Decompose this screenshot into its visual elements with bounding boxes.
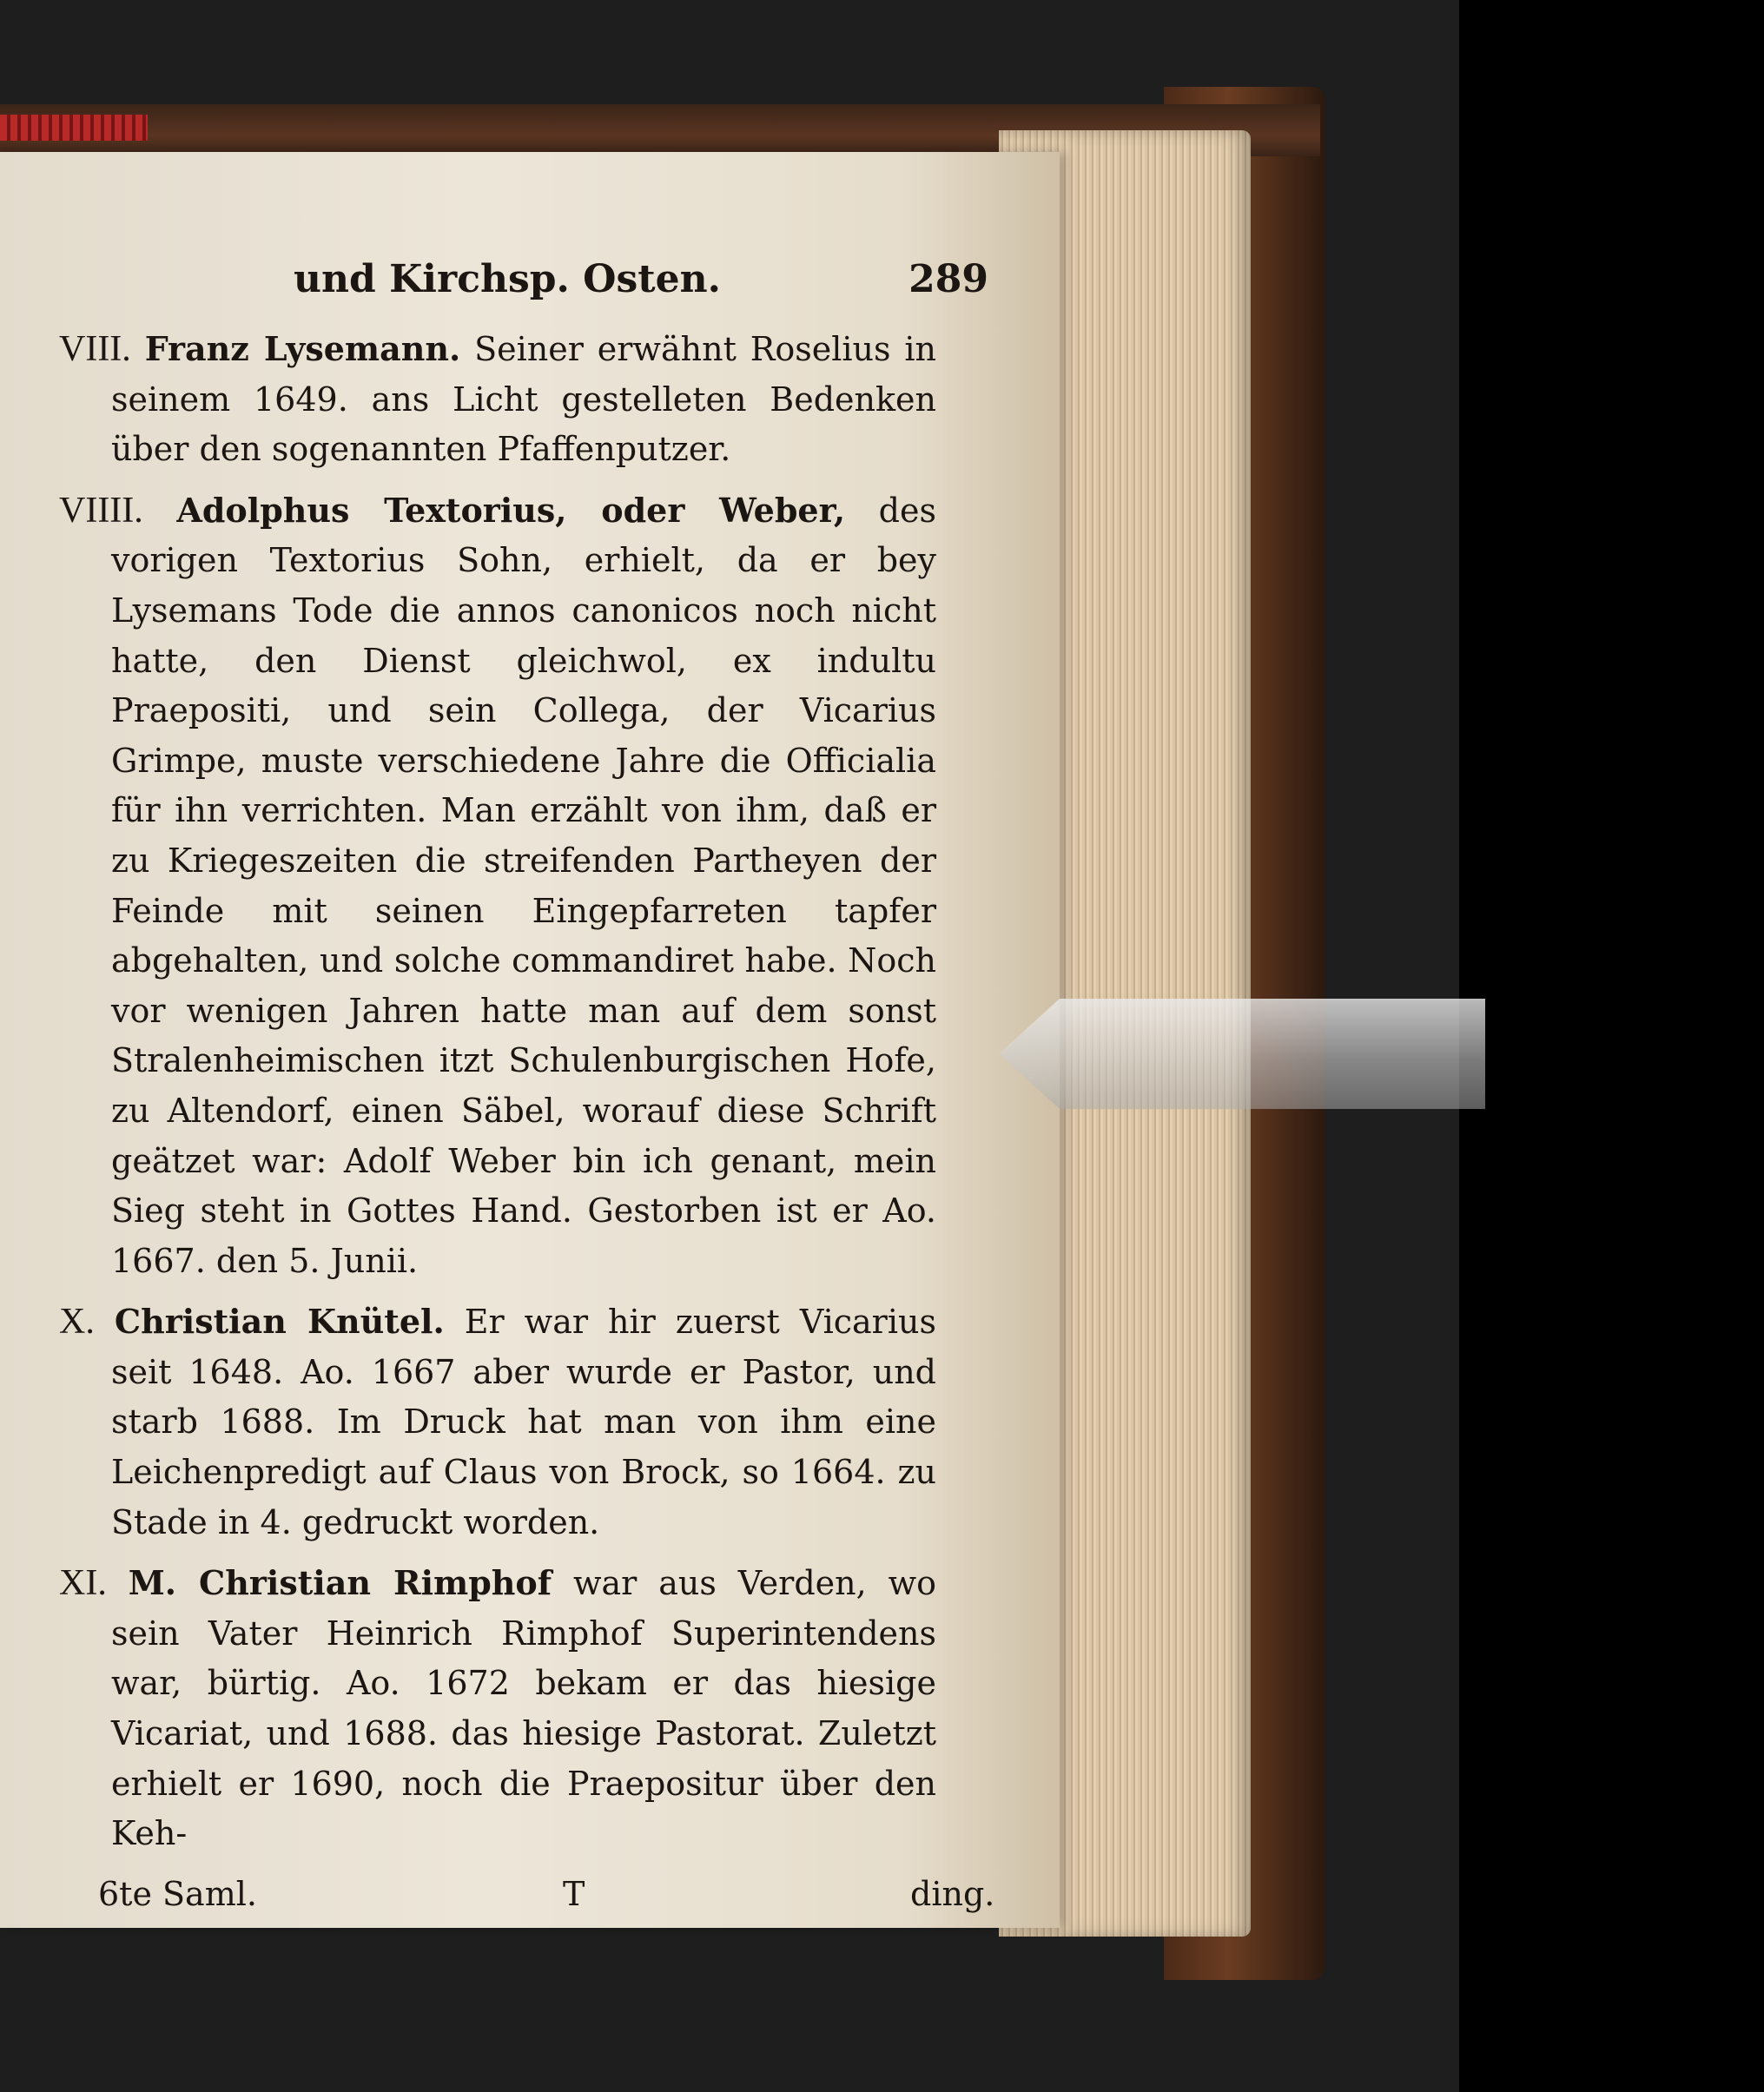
entry-name: Franz Lysemann.: [144, 329, 461, 368]
entry-name: Adolphus Textorius, oder Weber,: [176, 490, 846, 530]
entry-text: Seiner erwähnt Roselius in seinem 1649. ans Licht gestelleten Bedenken über den sogenannten Pfaffenputzer.: [111, 330, 936, 469]
entry-x: [59, 1297, 936, 1548]
catchword: ding.: [910, 1874, 995, 1913]
entry-xi: [59, 1558, 936, 1859]
running-header: [294, 246, 988, 324]
entry-viiii: [59, 485, 936, 1287]
page-footer: [59, 1870, 995, 1922]
gathering-mark: T: [563, 1874, 585, 1913]
page-clip-tab: [999, 999, 1485, 1109]
entry-text: war aus Verden, wo sein Vater Heinrich Rimphof Superintendens war, bürtig. Ao. 1672 bekam er das hiesige Vicariat, und 1688. das hiesige Pastorat. Zuletzt erhielt er 1690, noch die Praepositur über den Keh-: [111, 1564, 936, 1853]
page-number: 289: [908, 257, 988, 301]
running-title: und Kirchsp. Osten.: [294, 257, 721, 301]
entry-numeral: X.: [59, 1302, 95, 1343]
entry-numeral: VIIII.: [59, 490, 143, 531]
signature-mark: 6te Saml.: [98, 1874, 257, 1913]
page-text: [59, 246, 995, 1922]
dark-background: [1459, 0, 1764, 2092]
headband: [0, 115, 148, 141]
entry-text: Er war hir zuerst Vicarius seit 1648. Ao. 1667 aber wurde er Pastor, und starb 1688. Im Druck hat man von ihm eine Leichenpredigt auf Claus von Brock, so 1664. zu Stade in 4. gedruckt worden.: [111, 1303, 936, 1541]
entry-name: M. Christian Rimphof: [128, 1563, 552, 1603]
entry-viii: [59, 324, 936, 475]
entry-numeral: XI.: [59, 1563, 107, 1604]
entry-text: des vorigen Textorius Sohn, erhielt, da er bey Lysemans Tode die annos canonicos noch nicht hatte, den Dienst gleichwol, ex indultu Praepositi, und sein Collega, der Vicarius Grimpe, muste verschiedene Jahre die Officialia für ihn verrichten. Man erzählt von ihm, daß er zu Kriegeszeiten die streifenden Partheyen der Feinde mit seinen Eingepfarreten tapfer abgehalten, und solche commandiret habe. Noch vor wenigen Jahren hatte man auf dem sonst Stralenheimischen itzt Schulenburgischen Hofe, zu Altendorf, einen Säbel, worauf diese Schrift geätzet war: Adolf Weber bin ich genant, mein Sieg steht in Gottes Hand. Gestorben ist er Ao. 1667. den 5. Junii.: [111, 491, 936, 1280]
entry-name: Christian Knütel.: [114, 1302, 445, 1342]
entry-numeral: VIII.: [59, 329, 131, 369]
